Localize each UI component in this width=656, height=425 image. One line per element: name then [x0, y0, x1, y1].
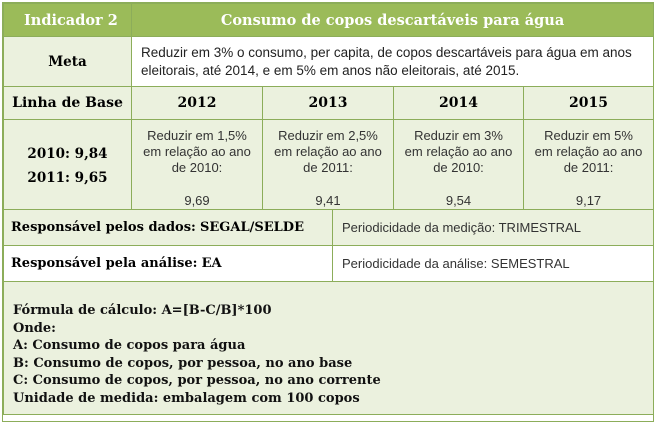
analysis-period-value: SEMESTRAL [490, 256, 570, 271]
meta-text-line2: eleitorais, até 2014, e em 5% em anos não eleitorais, até 2015. [141, 62, 520, 78]
analysis-responsibility-row [4, 246, 654, 282]
analysis-period [333, 246, 654, 282]
target-line3: de 2010: [433, 160, 484, 175]
years-row [4, 87, 654, 120]
meta-text [132, 37, 654, 87]
formula-block [4, 282, 654, 415]
analysis-responsible-value: EA [201, 256, 222, 271]
target-value: 9,17 [575, 193, 602, 208]
analysis-responsible [4, 246, 333, 282]
formula-unit: Unidade de medida: embalagem com 100 copos [13, 390, 360, 406]
indicator-table [2, 2, 654, 422]
targets-row [4, 120, 654, 210]
data-responsible-value: SEGAL/SELDE [199, 220, 304, 235]
formula-def-b: B: Consumo de copos, por pessoa, no ano base [13, 355, 353, 371]
formula-line: Fórmula de cálculo: A=[B-C/B]*100 [13, 303, 272, 318]
data-responsibility-row [4, 210, 654, 246]
year-2013: 2013 [263, 87, 394, 120]
measurement-period-label: Periodicidade da medição: [342, 220, 496, 235]
measurement-period-value: TRIMESTRAL [498, 220, 581, 235]
header-row [4, 4, 654, 37]
baseline-values [4, 120, 132, 210]
indicator-title: Consumo de copos descartáveis para água [132, 4, 654, 37]
indicator-grid [3, 3, 654, 415]
target-line2: em relação ao ano [404, 144, 513, 159]
target-line3: de 2011: [303, 160, 353, 175]
baseline-value-2010: 2010: 9,84 [27, 145, 108, 162]
target-line1: Reduzir em 3% [414, 128, 503, 143]
measurement-period [333, 210, 654, 246]
formula-where: Onde: [13, 320, 56, 336]
target-line1: Reduzir em 2,5% [278, 128, 378, 143]
data-responsible-label: Responsável pelos dados: [11, 220, 196, 235]
meta-label: Meta [4, 37, 132, 87]
target-value: 9,54 [445, 193, 472, 208]
baseline-label: Linha de Base [4, 87, 132, 120]
target-line3: de 2011: [563, 160, 614, 175]
target-value: 9,41 [315, 193, 341, 208]
target-2015 [524, 120, 654, 210]
target-line3: de 2010: [171, 160, 223, 175]
formula-def-a: A: Consumo de copos para água [13, 338, 246, 354]
year-2012: 2012 [132, 87, 263, 120]
indicator-label: Indicador 2 [4, 4, 132, 37]
target-2012 [132, 120, 263, 210]
analysis-responsible-label: Responsável pela análise: [11, 256, 198, 271]
target-line2: em relação ao ano [143, 144, 251, 159]
target-line2: em relação ao ano [534, 144, 643, 159]
data-responsible [4, 210, 333, 246]
formula-row [4, 282, 654, 415]
target-value: 9,69 [184, 193, 210, 208]
year-2014: 2014 [394, 87, 524, 120]
target-2014 [394, 120, 524, 210]
baseline-value-2011: 2011: 9,65 [27, 169, 108, 186]
meta-row [4, 37, 654, 87]
target-line2: em relação ao ano [274, 144, 382, 159]
meta-text-line1: Reduzir em 3% o consumo, per capita, de copos descartáveis para água em anos [141, 44, 632, 60]
target-line1: Reduzir em 1,5% [147, 128, 247, 143]
target-line1: Reduzir em 5% [544, 128, 633, 143]
year-2015: 2015 [524, 87, 654, 120]
analysis-period-label: Periodicidade da análise: [342, 256, 488, 271]
target-2013 [263, 120, 394, 210]
formula-def-c: C: Consumo de copos, por pessoa, no ano corrente [13, 373, 381, 389]
